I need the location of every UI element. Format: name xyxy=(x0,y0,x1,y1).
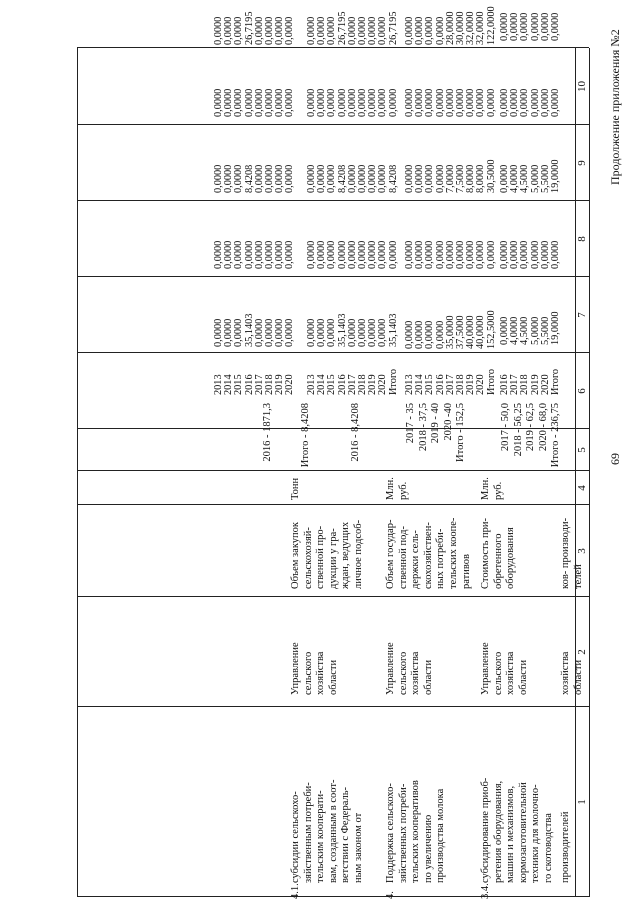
table-border-bottom xyxy=(77,48,78,897)
column-header: 1 xyxy=(576,799,588,805)
target-total-cell: Итого - 8,4208 xyxy=(300,403,311,468)
activity-name-cell: производителей xyxy=(560,811,571,883)
activity-name-cell: субсидирование приоб- ретения оборудования, машин и механизмов, кормозаготовительной техники для молочно- го скотоводства xyxy=(480,777,554,883)
year-list: 2016 2017 2018 2019 2020 Итого xyxy=(499,368,562,395)
column-header: 5 xyxy=(576,447,588,453)
item-number: 4.1. xyxy=(290,883,301,899)
regional-budget-values: 0,0000 4,0000 4,5000 5,0000 5,5000 19,0000 xyxy=(499,159,562,193)
target-value-cell: 2016 - 8,4208 xyxy=(350,403,361,462)
year-list: 2013 2014 2015 2016 2017 2018 2019 2020 Итого xyxy=(306,368,399,395)
other-sources-values: 0,0000 0,0000 0,0000 26,7195 0,0000 0,0000 0,0000 0,0000 26,7195 xyxy=(306,11,399,45)
column-header: 3 xyxy=(576,548,588,554)
column-divider xyxy=(77,706,589,707)
federal-budget-values: 0,0000 0,0000 0,0000 0,0000 0,0000 0,0000 0,0000 0,0000 0,0000 xyxy=(306,240,399,269)
item-number: 4. xyxy=(385,891,396,899)
activity-name-cell: Поддержка сельскохо- зяйственных потреби- тельских кооперативов по увеличению производства молока xyxy=(385,780,447,883)
table-border-right xyxy=(77,47,589,48)
regional-budget-values: 0,0000 0,0000 0,0000 8,4208 0,0000 0,0000 0,0000 0,0000 8,4208 xyxy=(306,164,399,193)
page-number: 69 xyxy=(608,453,622,465)
column-header: 9 xyxy=(576,160,588,166)
indicator-cell: ков- производи- телей xyxy=(560,517,584,589)
column-divider xyxy=(77,200,589,201)
federal-budget-values: 0,0000 0,0000 0,0000 0,0000 0,0000 0,0000 xyxy=(499,240,562,269)
total-funding-values: 0,0000 0,0000 0,0000 35,1403 0,0000 0,0000 0,0000 0,0000 xyxy=(213,313,296,347)
local-budget-values: 0,0000 0,0000 0,0000 0,0000 0,0000 0,0000 0,0000 0,0000 0,0000 xyxy=(404,88,497,117)
indicator-cell: Объем закупок сельскохозяй- ственной про- дукции у гра- ждан, ведущих личное подсоб- xyxy=(290,519,364,589)
activity-name-cell: субсидии сельскохо- зяйственным потреби- тельским кооперати- вам, созданным в соот- ветствии с Федераль- ным законом от xyxy=(290,779,364,883)
executor-cell: Управление сельского хозяйства области xyxy=(290,642,339,695)
table-border-left xyxy=(77,896,589,897)
other-sources-values: 0,0000 0,0000 0,0000 0,0000 28,0000 30,0000 32,0000 32,0000 122,0000 xyxy=(404,6,497,45)
executor-cell: хозяйства области xyxy=(560,651,584,695)
column-header: 7 xyxy=(576,312,588,318)
column-header: 10 xyxy=(576,81,588,92)
target-value-cell: 2017 - 35 2018 - 37,5 2019 - 40 2020 -40 Итого - 152,5 xyxy=(405,403,467,462)
local-budget-values: 0,0000 0,0000 0,0000 0,0000 0,0000 0,0000 0,0000 0,0000 xyxy=(213,88,296,117)
column-divider xyxy=(77,352,589,353)
column-divider xyxy=(77,124,589,125)
regional-budget-values: 0,0000 0,0000 0,0000 0,0000 7,0000 7,5000 8,0000 8,0000 30,5000 xyxy=(404,159,497,193)
regional-budget-values: 0,0000 0,0000 0,0000 8,4208 0,0000 0,0000 0,0000 0,0000 xyxy=(213,164,296,193)
table-border-top xyxy=(589,48,590,897)
other-sources-values: 0,0000 0,0000 0,0000 0,0000 0,0000 0,0000 xyxy=(499,12,562,41)
indicator-cell: Объем государ- ственной под- держки сель- скохозяйствен- ных потреби- тельских коопе- ративов xyxy=(385,517,472,589)
column-header: 6 xyxy=(576,388,588,394)
federal-budget-values: 0,0000 0,0000 0,0000 0,0000 0,0000 0,0000 0,0000 0,0000 0,0000 xyxy=(404,240,497,269)
column-header: 4 xyxy=(576,485,588,491)
column-header: 8 xyxy=(576,236,588,242)
local-budget-values: 0,0000 0,0000 0,0000 0,0000 0,0000 0,0000 0,0000 0,0000 0,0000 xyxy=(306,88,399,117)
column-divider xyxy=(77,504,589,505)
executor-cell: Управление сельского хозяйства области xyxy=(480,642,529,695)
year-list: 2013 2014 2015 2016 2017 2018 2019 2020 xyxy=(213,374,296,395)
indicator-cell: Стоимость при- обретенного оборудования xyxy=(480,518,517,589)
unit-cell: Млн. руб. xyxy=(480,477,504,500)
column-divider xyxy=(77,276,589,277)
item-number: 3.4. xyxy=(480,883,491,899)
other-sources-values: 0,0000 0,0000 0,0000 26,7195 0,0000 0,0000 0,0000 0,0000 xyxy=(213,11,296,45)
unit-cell: Млн. руб. xyxy=(385,477,409,500)
total-funding-values: 0,0000 4,0000 4,5000 5,0000 5,5000 19,0000 xyxy=(499,311,562,345)
column-divider xyxy=(77,596,589,597)
local-budget-values: 0,0000 0,0000 0,0000 0,0000 0,0000 0,0000 xyxy=(499,88,562,117)
executor-cell: Управление сельского хозяйства области xyxy=(385,642,434,695)
total-funding-values: 0,0000 0,0000 0,0000 35,1403 0,0000 0,0000 0,0000 0,0000 35,1403 xyxy=(306,313,399,347)
column-header: 2 xyxy=(576,649,588,655)
unit-cell: Тонн xyxy=(290,477,301,500)
federal-budget-values: 0,0000 0,0000 0,0000 0,0000 0,0000 0,0000 0,0000 0,0000 xyxy=(213,240,296,269)
target-value-cell: 2016 - 1871,3 xyxy=(262,403,273,462)
year-list: 2013 2014 2015 2016 2017 2018 2019 2020 Итого xyxy=(404,368,497,395)
total-funding-values: 0,0000 0,0000 0,0000 0,0000 35,0000 37,5000 40,0000 40,0000 152,5000 xyxy=(404,310,497,349)
target-value-cell: 2017 - 50,0 2018 - 56,25 2019 - 62,5 2020 - 68,0 Итого - 236,75 xyxy=(500,403,562,468)
running-title: Продолжение приложения №2 xyxy=(608,29,622,185)
